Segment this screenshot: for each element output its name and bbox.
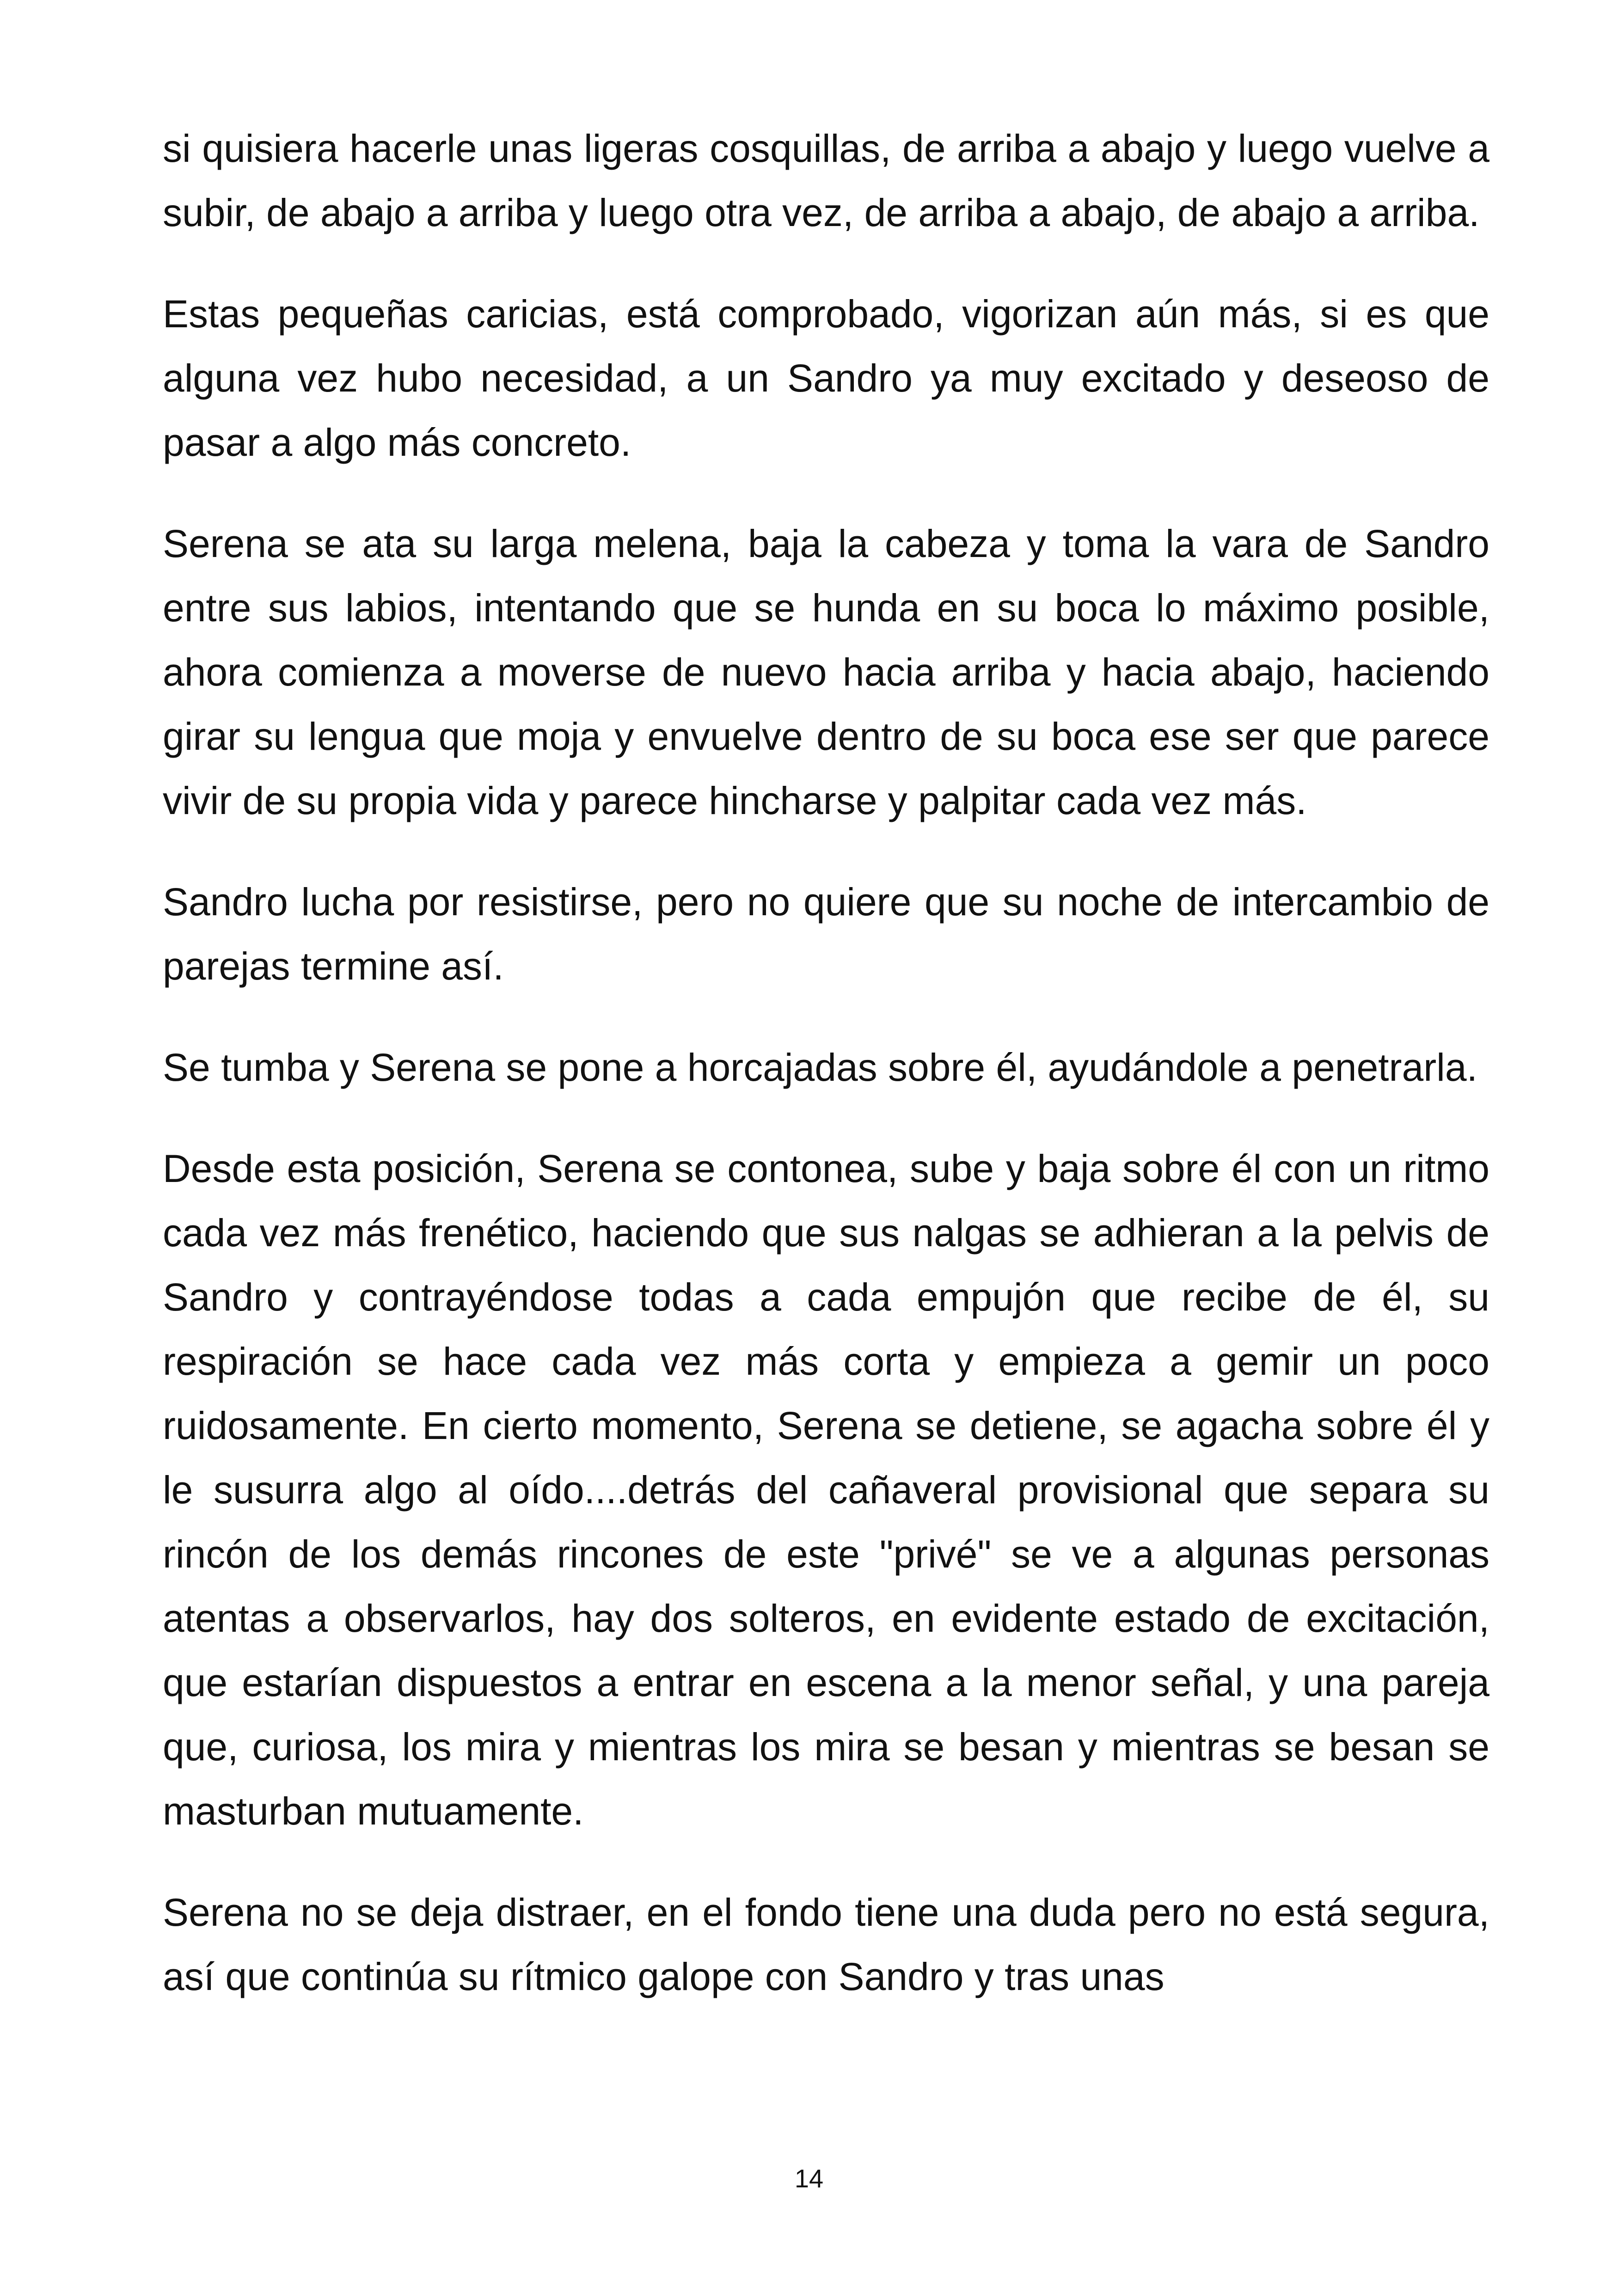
page-number: 14 — [794, 2164, 824, 2193]
paragraph-4: Sandro lucha por resistirse, pero no quiere que su noche de intercambio de parejas termine así. — [163, 880, 1489, 988]
paragraph-7: Serena no se deja distraer, en el fondo tiene una duda pero no está segura, así que continúa su rítmico galope con Sandro y tras unas — [163, 1891, 1489, 1998]
page-body — [163, 116, 1489, 2046]
paragraph-2: Estas pequeñas caricias, está comprobado, vigorizan aún más, si es que alguna vez hubo necesidad, a un Sandro ya muy excitado y deseoso de pasar a algo más concreto. — [163, 292, 1489, 464]
paragraph-5: Se tumba y Serena se pone a horcajadas sobre él, ayudándole a penetrarla. — [163, 1046, 1477, 1089]
paragraph-3: Serena se ata su larga melena, baja la cabeza y toma la vara de Sandro entre sus labios, intentando que se hunda en su boca lo máximo posible, ahora comienza a moverse de nuevo hacia arriba y hacia abajo, haciendo girar su lengua que moja y envuelve dentro de su boca ese ser que parece vivir de su propia vida y parece hincharse y palpitar cada vez más. — [163, 522, 1489, 822]
paragraph-1: si quisiera hacerle unas ligeras cosquillas, de arriba a abajo y luego vuelve a subir, de abajo a arriba y luego otra vez, de arriba a abajo, de abajo a arriba. — [163, 127, 1489, 234]
paragraph-6: Desde esta posición, Serena se contonea, sube y baja sobre él con un ritmo cada vez más frenético, haciendo que sus nalgas se adhieran a la pelvis de Sandro y contrayéndose todas a cada empujón que recibe de él, su respiración se hace cada vez más corta y empieza a gemir un poco ruidosamente. En cierto momento, Serena se detiene, se agacha sobre él y le susurra algo al oído....detrás del cañaveral provisional que separa su rincón de los demás rincones de este "privé" se ve a algunas personas atentas a observarlos, hay dos solteros, en evidente estado de excitación, que estarían dispuestos a entrar en escena a la menor señal, y una pareja que, curiosa, los mira y mientras los mira se besan y mientras se besan se masturban mutuamente. — [163, 1147, 1489, 1833]
